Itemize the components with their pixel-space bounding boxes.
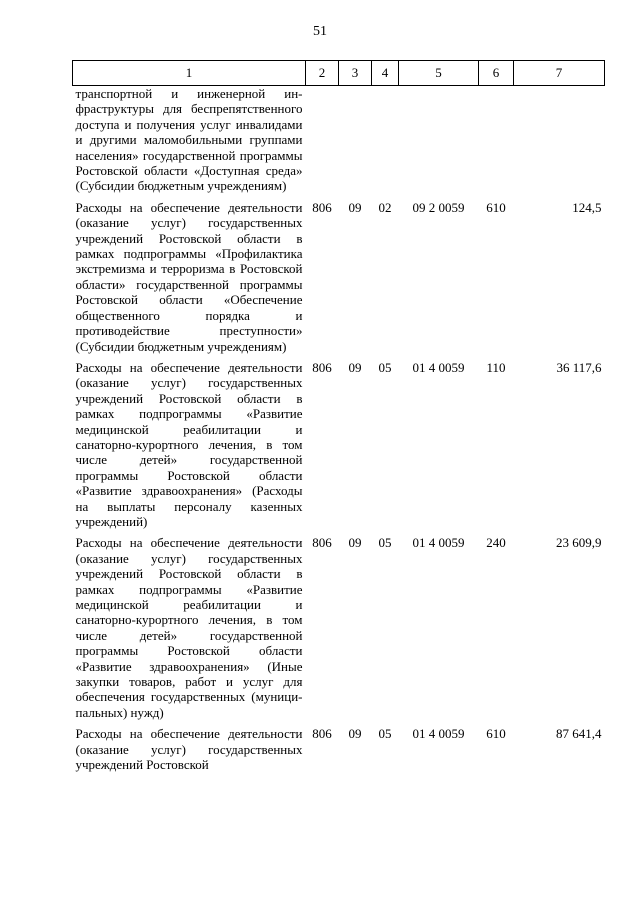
table-row bbox=[73, 726, 605, 778]
row-amount: 23 609,9 bbox=[556, 535, 602, 551]
table-row bbox=[73, 535, 605, 726]
row-target-article: 01 4 0059 bbox=[412, 535, 465, 551]
row-target-article: 01 4 0059 bbox=[412, 726, 465, 742]
row-amount: 36 117,6 bbox=[556, 359, 602, 375]
row-amount: 87 641,4 bbox=[556, 726, 602, 742]
row-expense-type: 610 bbox=[486, 199, 506, 215]
table-row bbox=[73, 86, 605, 200]
row-amount: 124,5 bbox=[572, 199, 602, 215]
row-description: транспортной и инженерной инфраструктуры для беспрепятственного доступа и получения услуг инвалидами и другими маломобильными группами населения» государственной программы Ростовской области «Доступная среда» (Субсидии бюджетным учреждениям) bbox=[75, 86, 303, 194]
header-col-3: 3 bbox=[339, 61, 372, 86]
row-target-article bbox=[399, 86, 479, 200]
row-subsection: 02 bbox=[378, 199, 392, 215]
row-expense-type: 110 bbox=[486, 359, 506, 375]
row-target-article: 09 2 0059 bbox=[412, 199, 465, 215]
row-ministry-code: 806 bbox=[312, 726, 332, 742]
table-header-row bbox=[73, 61, 605, 86]
header-col-6: 6 bbox=[479, 61, 514, 86]
row-expense-type: 610 bbox=[486, 726, 506, 742]
header-col-4: 4 bbox=[372, 61, 399, 86]
header-col-7: 7 bbox=[514, 61, 605, 86]
row-description: Расходы на обеспечение деятельности (оказание услуг) государственных учреждений Ростовской области в рамках подпрограммы «Профилактика экстремизма и терроризма в Ростовской области» государственной программы Ростовской области «Обеспечение общественного порядка и противодействие преступности» (Субсидии бюджетным учреждениям) bbox=[75, 199, 303, 354]
row-section: 09 bbox=[348, 726, 362, 742]
table-row bbox=[73, 200, 605, 360]
row-description: Расходы на обеспечение деятельности (оказание услуг) государственных учреждений Ростовской области в рамках подпрограммы «Развитие медицинской реабилитации и санаторно-курортного лечения, в том числе детей» государственной программы Ростовской области «Развитие здравоохранения» (Расходы на выплаты персоналу казенных учреждений) bbox=[75, 359, 303, 529]
row-ministry-code: 806 bbox=[312, 535, 332, 551]
row-description: Расходы на обеспечение деятельности (оказание услуг) государственных учреждений Ростовской области в рамках подпрограммы «Развитие медицинской реабилитации и санаторно-курортного лечения, в том числе детей» государственной программы Ростовской области «Развитие здравоохранения» (Иные закупки товаров, работ и услуг для обеспечения государственных (муниципальных) нужд) bbox=[75, 535, 303, 720]
row-amount bbox=[514, 86, 605, 200]
row-section: 09 bbox=[348, 359, 362, 375]
row-ministry-code bbox=[306, 86, 339, 200]
row-expense-type bbox=[479, 86, 514, 200]
row-subsection: 05 bbox=[378, 726, 392, 742]
row-target-article: 01 4 0059 bbox=[412, 359, 465, 375]
row-section bbox=[339, 86, 372, 200]
row-subsection: 05 bbox=[378, 359, 392, 375]
header-col-1: 1 bbox=[73, 61, 306, 86]
row-section: 09 bbox=[348, 199, 362, 215]
header-col-5: 5 bbox=[399, 61, 479, 86]
row-ministry-code: 806 bbox=[312, 359, 332, 375]
table-row bbox=[73, 360, 605, 535]
row-section: 09 bbox=[348, 535, 362, 551]
row-subsection bbox=[372, 86, 399, 200]
row-subsection: 05 bbox=[378, 535, 392, 551]
budget-table bbox=[72, 60, 605, 778]
header-col-2: 2 bbox=[306, 61, 339, 86]
row-expense-type: 240 bbox=[486, 535, 506, 551]
row-description: Расходы на обеспечение деятельности (оказание услуг) государственных учреждений Ростовской bbox=[75, 726, 303, 773]
row-ministry-code: 806 bbox=[312, 199, 332, 215]
page-number: 51 bbox=[313, 24, 327, 39]
